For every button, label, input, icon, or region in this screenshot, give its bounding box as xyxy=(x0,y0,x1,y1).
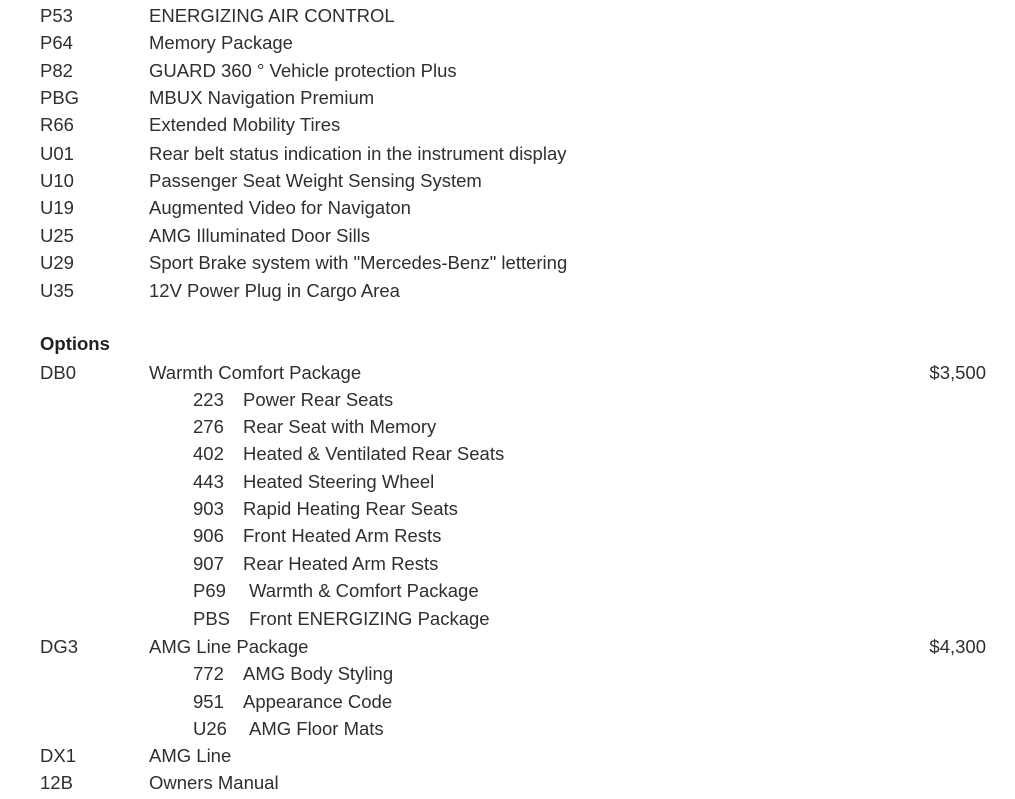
standard-item-desc: Memory Package xyxy=(149,32,293,53)
standard-item-row xyxy=(0,168,1015,194)
standard-item-row xyxy=(0,141,1015,167)
package-item-code: 906 xyxy=(193,525,224,546)
option-desc: AMG Line xyxy=(149,745,232,766)
standard-item-row xyxy=(0,3,1015,29)
package-item-desc: Warmth & Comfort Package xyxy=(249,580,479,601)
standard-item-row xyxy=(0,58,1015,84)
option-row xyxy=(0,743,1015,769)
standard-item-desc: Augmented Video for Navigaton xyxy=(149,197,411,218)
package-desc: Warmth Comfort Package xyxy=(149,362,362,383)
standard-item-row xyxy=(0,250,1015,276)
standard-item-code: P64 xyxy=(40,32,73,53)
standard-item-code: U01 xyxy=(40,143,74,164)
standard-item-code: U19 xyxy=(40,197,74,218)
package-item-code: 276 xyxy=(193,416,224,437)
standard-item-code: U10 xyxy=(40,170,74,191)
package-code: DB0 xyxy=(40,362,76,383)
package-item-code: 402 xyxy=(193,443,224,464)
standard-item-desc: MBUX Navigation Premium xyxy=(149,87,375,108)
package-item-row xyxy=(0,578,1015,604)
package-item-desc: Front Heated Arm Rests xyxy=(243,525,442,546)
standard-item-row xyxy=(0,223,1015,249)
standard-item-desc: Rear belt status indication in the instrument display xyxy=(149,143,567,164)
package-item-desc: Heated & Ventilated Rear Seats xyxy=(243,443,505,464)
package-item-row xyxy=(0,606,1015,632)
option-code: 12B xyxy=(40,772,73,793)
package-item-row xyxy=(0,469,1015,495)
package-item-code: 443 xyxy=(193,471,224,492)
standard-item-code: PBG xyxy=(40,87,80,108)
package-item-code: P69 xyxy=(193,580,226,601)
package-item-desc: Heated Steering Wheel xyxy=(243,471,435,492)
package-item-desc: Rapid Heating Rear Seats xyxy=(243,498,458,519)
package-item-row xyxy=(0,551,1015,577)
standard-item-row xyxy=(0,30,1015,56)
standard-item-code: R66 xyxy=(40,114,74,135)
option-row xyxy=(0,770,1015,796)
standard-item-row xyxy=(0,278,1015,304)
package-item-desc: Front ENERGIZING Package xyxy=(249,608,490,629)
package-item-row xyxy=(0,523,1015,549)
package-row xyxy=(0,634,1015,660)
standard-item-code: P82 xyxy=(40,60,73,81)
package-item-row xyxy=(0,716,1015,742)
standard-item-row xyxy=(0,85,1015,111)
package-item-desc: AMG Body Styling xyxy=(243,663,394,684)
package-item-row xyxy=(0,661,1015,687)
package-item-desc: AMG Floor Mats xyxy=(249,718,384,739)
option-desc: Owners Manual xyxy=(149,772,279,793)
package-item-desc: Rear Seat with Memory xyxy=(243,416,437,437)
package-item-code: 907 xyxy=(193,553,224,574)
package-item-code: 772 xyxy=(193,663,224,684)
standard-item-code: U25 xyxy=(40,225,74,246)
standard-item-code: P53 xyxy=(40,5,73,26)
package-item-row xyxy=(0,387,1015,413)
standard-item-code: U35 xyxy=(40,280,74,301)
option-code: DX1 xyxy=(40,745,76,766)
package-item-row xyxy=(0,496,1015,522)
standard-item-desc: Extended Mobility Tires xyxy=(149,114,341,135)
standard-item-desc: GUARD 360 ° Vehicle protection Plus xyxy=(149,60,457,81)
standard-item-desc: Sport Brake system with "Mercedes-Benz" lettering xyxy=(149,252,568,273)
package-item-row xyxy=(0,414,1015,440)
standard-item-code: U29 xyxy=(40,252,74,273)
options-heading: Options xyxy=(40,333,110,354)
package-item-row xyxy=(0,441,1015,467)
standard-item-desc: Passenger Seat Weight Sensing System xyxy=(149,170,482,191)
package-price: $3,500 xyxy=(929,362,986,383)
package-price: $4,300 xyxy=(929,636,986,657)
package-item-code: 223 xyxy=(193,389,224,410)
standard-item-desc: 12V Power Plug in Cargo Area xyxy=(149,280,400,301)
package-desc: AMG Line Package xyxy=(149,636,309,657)
package-item-row xyxy=(0,689,1015,715)
package-item-code: 903 xyxy=(193,498,224,519)
standard-item-row xyxy=(0,112,1015,138)
package-row xyxy=(0,360,1015,386)
package-code: DG3 xyxy=(40,636,79,657)
package-item-code: 951 xyxy=(193,691,224,712)
package-item-code: PBS xyxy=(193,608,231,629)
standard-item-desc: AMG Illuminated Door Sills xyxy=(149,225,371,246)
package-item-desc: Appearance Code xyxy=(243,691,393,712)
package-item-desc: Power Rear Seats xyxy=(243,389,394,410)
standard-item-desc: ENERGIZING AIR CONTROL xyxy=(149,5,395,26)
package-item-code: U26 xyxy=(193,718,227,739)
standard-item-row xyxy=(0,195,1015,221)
package-item-desc: Rear Heated Arm Rests xyxy=(243,553,439,574)
